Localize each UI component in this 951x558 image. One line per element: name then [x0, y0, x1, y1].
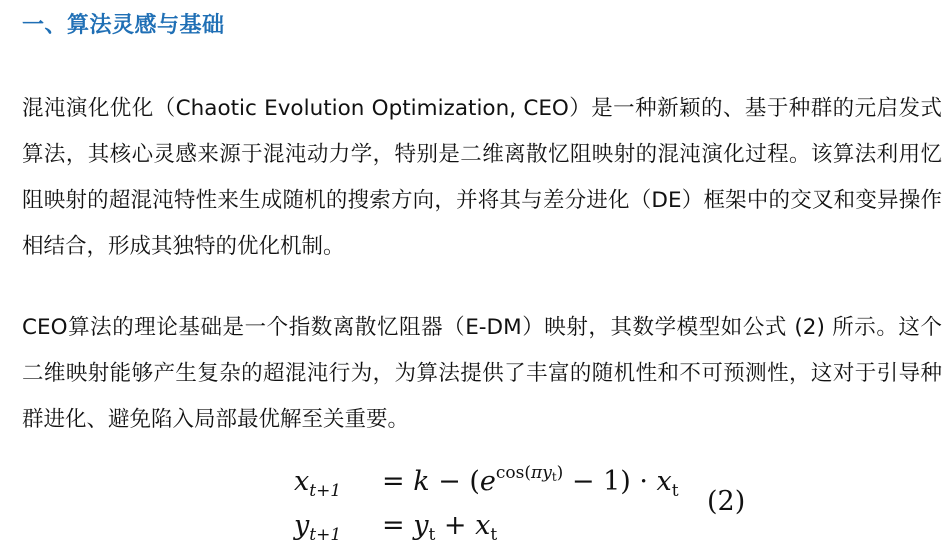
paragraph-ceo-theory: CEO算法的理论基础是一个指数离散忆阻器（E-DM）映射，其数学模型如公式 (2) 所示。这个二维映射能够产生复杂的超混沌行为，为算法提供了丰富的随机性和不可预测性，这对于引导种群进化、避免陷入局部最优解至关重要。 [22, 315, 942, 432]
paragraph-ceo-intro: 混沌演化优化（Chaotic Evolution Optimization, CEO）是一种新颖的、基于种群的元启发式算法，其核心灵感来源于混沌动力学，特别是二维离散忆阻映射的混沌演化过程。该算法利用忆阻映射的超混沌特性来生成随机的搜索方向，并将其与差分进化（DE）框架中的交叉和变异操作相结合，形成其独特的优化机制。 [22, 96, 942, 259]
formula-line-x: $x_{t+1} = k - (e^{cos(\pi y_t)} - 1) \cdot x_t$ [294, 463, 679, 501]
formula-edm-map [294, 460, 679, 548]
equation-number: (2) [707, 486, 746, 517]
formula-line-y: $y_{t+1} = y_t + x_t$ [294, 510, 498, 545]
section-heading: 一、算法灵感与基础 [22, 13, 225, 38]
